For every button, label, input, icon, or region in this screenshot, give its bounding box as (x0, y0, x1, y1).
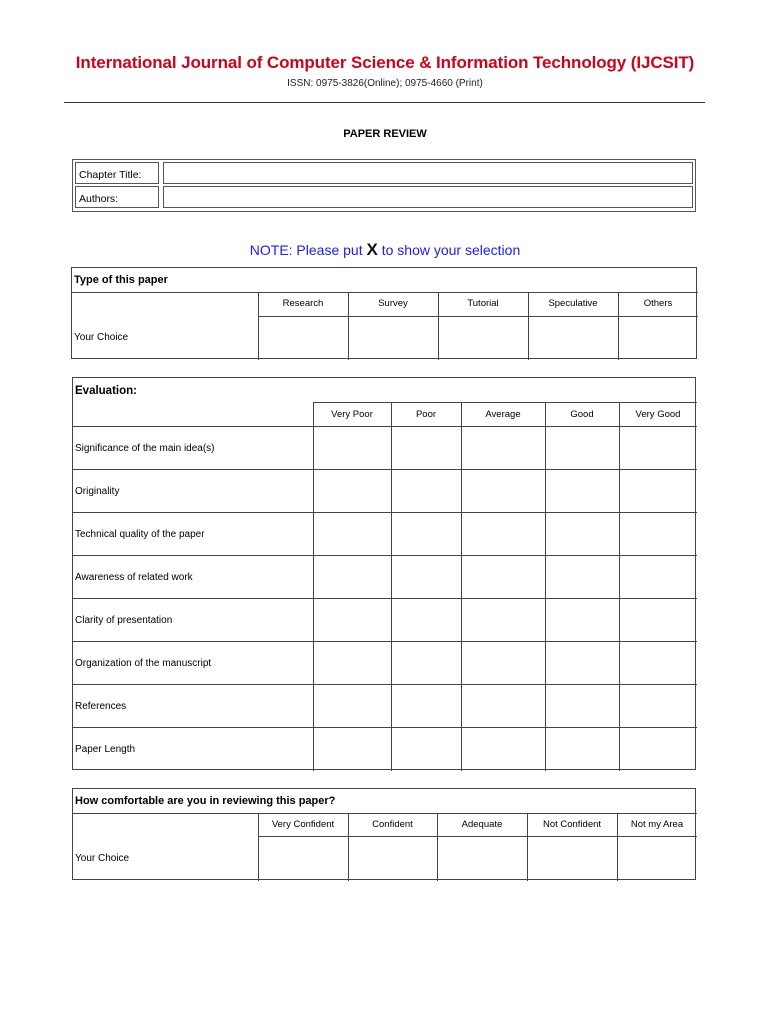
rating-cell[interactable] (619, 426, 697, 469)
comfort-choice-adequate[interactable] (437, 836, 527, 881)
criterion-label: Technical quality of the paper (75, 529, 205, 540)
issn-line: ISSN: 0975-3826(Online); 0975-4660 (Print) (287, 78, 483, 89)
rating-cell[interactable] (545, 598, 619, 641)
criterion-label: Paper Length (75, 744, 136, 755)
rating-cell[interactable] (619, 727, 697, 770)
rating-cell[interactable] (545, 555, 619, 598)
evaluation-table (72, 377, 696, 770)
rating-cell[interactable] (313, 684, 391, 727)
rating-cell[interactable] (313, 512, 391, 555)
rating-cell[interactable] (461, 555, 545, 598)
comfort-option-not-my-area: Not my Area (630, 819, 684, 830)
comfort-row-label: Your Choice (75, 853, 130, 864)
chapter-info-table (72, 159, 696, 212)
evaluation-scale-very-good: Very Good (635, 409, 681, 420)
criterion-label: References (75, 701, 127, 712)
rating-cell[interactable] (545, 684, 619, 727)
rating-cell[interactable] (313, 727, 391, 770)
reviewer-comfort-table (72, 788, 696, 880)
comfort-choice-not-my-area[interactable] (617, 836, 697, 881)
paper-type-choice-others[interactable] (618, 316, 698, 360)
rating-cell[interactable] (461, 598, 545, 641)
rating-cell[interactable] (313, 598, 391, 641)
criterion-label: Awareness of related work (75, 572, 193, 583)
authors-row (75, 186, 693, 208)
rating-cell[interactable] (313, 641, 391, 684)
criterion-label: Originality (75, 486, 120, 497)
form-title: PAPER REVIEW (343, 128, 427, 140)
criterion-label: Organization of the manuscript (75, 658, 212, 669)
rating-cell[interactable] (391, 727, 461, 770)
rating-cell[interactable] (545, 641, 619, 684)
note-prefix: NOTE: Please put (249, 242, 367, 258)
header-divider (64, 102, 705, 103)
rating-cell[interactable] (391, 426, 461, 469)
rating-cell[interactable] (545, 469, 619, 512)
rating-cell[interactable] (391, 512, 461, 555)
rating-cell[interactable] (545, 512, 619, 555)
rating-cell[interactable] (313, 426, 391, 469)
chapter-title-row (75, 162, 693, 184)
rating-cell[interactable] (391, 598, 461, 641)
rating-cell[interactable] (619, 598, 697, 641)
comfort-choice-not-confident[interactable] (527, 836, 617, 881)
rating-cell[interactable] (391, 641, 461, 684)
rating-cell[interactable] (461, 684, 545, 727)
note-suffix: to show your selection (377, 242, 521, 258)
paper-type-option-speculative: Speculative (548, 298, 598, 309)
rating-cell[interactable] (461, 512, 545, 555)
rating-cell[interactable] (461, 469, 545, 512)
paper-type-option-research: Research (282, 298, 324, 309)
rating-cell[interactable] (545, 426, 619, 469)
rating-cell[interactable] (391, 684, 461, 727)
comfort-option-not-confident: Not Confident (542, 819, 602, 830)
rating-cell[interactable] (461, 727, 545, 770)
comfort-header-line (73, 813, 697, 814)
comfort-title: How comfortable are you in reviewing this paper? (75, 795, 336, 807)
chapter-title-field[interactable] (163, 162, 693, 184)
paper-type-table (71, 267, 697, 359)
rating-cell[interactable] (619, 641, 697, 684)
rating-cell[interactable] (619, 684, 697, 727)
paper-type-option-tutorial: Tutorial (467, 298, 499, 309)
comfort-option-very-confident: Very Confident (271, 819, 335, 830)
rating-cell[interactable] (391, 469, 461, 512)
authors-label: Authors: (75, 186, 159, 208)
authors-field[interactable] (163, 186, 693, 208)
rating-cell[interactable] (313, 555, 391, 598)
comfort-choice-very-confident[interactable] (258, 836, 348, 881)
paper-type-choice-survey[interactable] (348, 316, 438, 360)
evaluation-scale-good: Good (570, 409, 594, 420)
evaluation-title: Evaluation: (75, 385, 137, 397)
rating-cell[interactable] (619, 555, 697, 598)
rating-cell[interactable] (391, 555, 461, 598)
evaluation-scale-average: Average (485, 409, 521, 420)
comfort-option-adequate: Adequate (461, 819, 503, 830)
paper-type-choice-speculative[interactable] (528, 316, 618, 360)
rating-cell[interactable] (545, 727, 619, 770)
note-mark: X (366, 240, 378, 259)
evaluation-scale-very-poor: Very Poor (331, 409, 373, 420)
selection-note (0, 240, 770, 260)
evaluation-scale-poor: Poor (415, 409, 437, 420)
comfort-option-confident: Confident (372, 819, 413, 830)
paper-type-option-survey: Survey (378, 298, 408, 309)
criterion-label: Clarity of presentation (75, 615, 173, 626)
paper-type-choice-tutorial[interactable] (438, 316, 528, 360)
rating-cell[interactable] (461, 426, 545, 469)
rating-cell[interactable] (619, 469, 697, 512)
evaluation-header-line (313, 402, 697, 403)
journal-title: International Journal of Computer Science & Information Technology (IJCSIT) (75, 53, 695, 72)
chapter-title-label: Chapter Title: (75, 162, 159, 184)
paper-type-choice-research[interactable] (258, 316, 348, 360)
paper-type-option-others: Others (643, 298, 673, 309)
paper-type-title: Type of this paper (74, 274, 168, 286)
rating-cell[interactable] (461, 641, 545, 684)
criterion-label: Significance of the main idea(s) (75, 443, 215, 454)
paper-type-header-line (72, 292, 698, 293)
rating-cell[interactable] (313, 469, 391, 512)
rating-cell[interactable] (619, 512, 697, 555)
paper-type-row-label: Your Choice (74, 332, 129, 343)
comfort-choice-confident[interactable] (348, 836, 437, 881)
